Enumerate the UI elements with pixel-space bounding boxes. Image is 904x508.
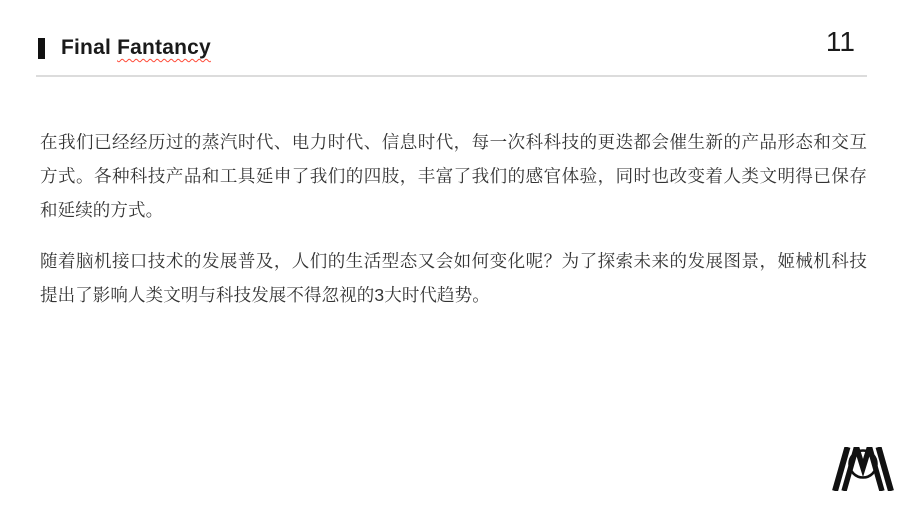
page-number: 11 [825,26,855,57]
slide-header [38,36,211,60]
title-word-fantancy: Fantancy [117,36,211,59]
title-accent-bar [38,38,45,59]
page-title [61,36,211,60]
header-divider [36,75,867,77]
body-paragraph-1: 在我们已经经历过的蒸汽时代、电力时代、信息时代，每一次科科技的更迭都会催生新的产品形态和交互方式。各种科技产品和工具延申了我们的四肢，丰富了我们的感官体验，同时也改变着人类文明得已保存和延续的方式。 [40,132,867,220]
title-word-final: Final [61,36,112,59]
m-monogram-icon [832,447,894,491]
company-logo [832,447,894,491]
slide-body [40,125,867,312]
body-paragraph-2: 随着脑机接口技术的发展普及，人们的生活型态又会如何变化呢？为了探索未来的发展图景，姬械机科技提出了影响人类文明与科技发展不得忽视的3大时代趋势。 [40,251,867,305]
